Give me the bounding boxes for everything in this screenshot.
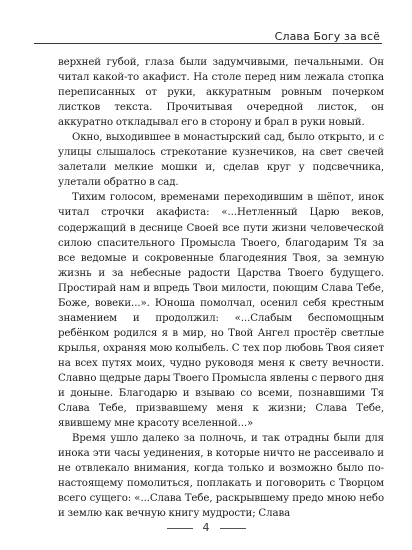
paragraph-continuation: верхней губой, глаза были задумчивыми, печальными. Он читал какой-то акафист. На столе перед ним лежала стопка переписанных от руки, аккуратным ровным почерком листков текста. Прочитывая очередной листок, он аккуратно откладывал его в сторону и брал в руки новый. <box>58 57 384 129</box>
paragraph: Время ушло далеко за полночь, и так отрадны были для инока эти часы уединения, в которые ничто не рассеивало и не отвлекало внимания, когда только и возможно было по-настоящему помолиться, поплакать и поговорить с Творцом всего сущего: «...Слава Тебе, раскрывшему предо мною небо и землю как вечную книгу мудрости; Слава <box>58 433 384 520</box>
paragraph: Окно, выходившее в монастырский сад, было открыто, и с улицы слышалось стрекотание кузнечиков, на свет свечей залетали мелкие мошки и, сделав круг у подсвечника, улетали обратно в сад. <box>58 132 384 189</box>
running-header <box>34 25 382 44</box>
footer-rule-left <box>167 528 193 529</box>
running-header-title: Слава Богу за всё <box>274 30 380 43</box>
page-number: 4 <box>202 521 210 534</box>
body-text <box>58 55 384 521</box>
paragraph: Тихим голосом, временами переходившим в шёпот, инок читал строчки акафиста: «...Нетленный Царю веков, содержащий в деснице Своей все пути жизни человеческой силою спасительного Промысла Твоего, благодарим Тя за все ведомые и сокровенные благодеяния Твоя, за земную жизнь и за небесные радости Царства Твоего будущего. Простирай нам и впредь Твои милости, поющим Слава Тебе, Боже, вовеки...». Юноша помолчал, осенил себя крестным знамением и продолжил: «...Слабым беспомощным ребёнком родился я в мир, но Твой Ангел простёр светлые крылья, охраняя мою колыбель. С тех пор любовь Твоя сияет на всех путях моих, чудно руководя меня к свету вечности. Славно щедрые дары Твоего Промысла явлены с первого дня и доныне. Благодарю и взываю со всеми, познавшими Тя Слава Тебе, призвавшему меня к жизни; Слава Тебе, явившему мне красоту вселенной...» <box>58 192 384 430</box>
page-footer <box>0 520 412 536</box>
footer-rule-right <box>220 528 246 529</box>
